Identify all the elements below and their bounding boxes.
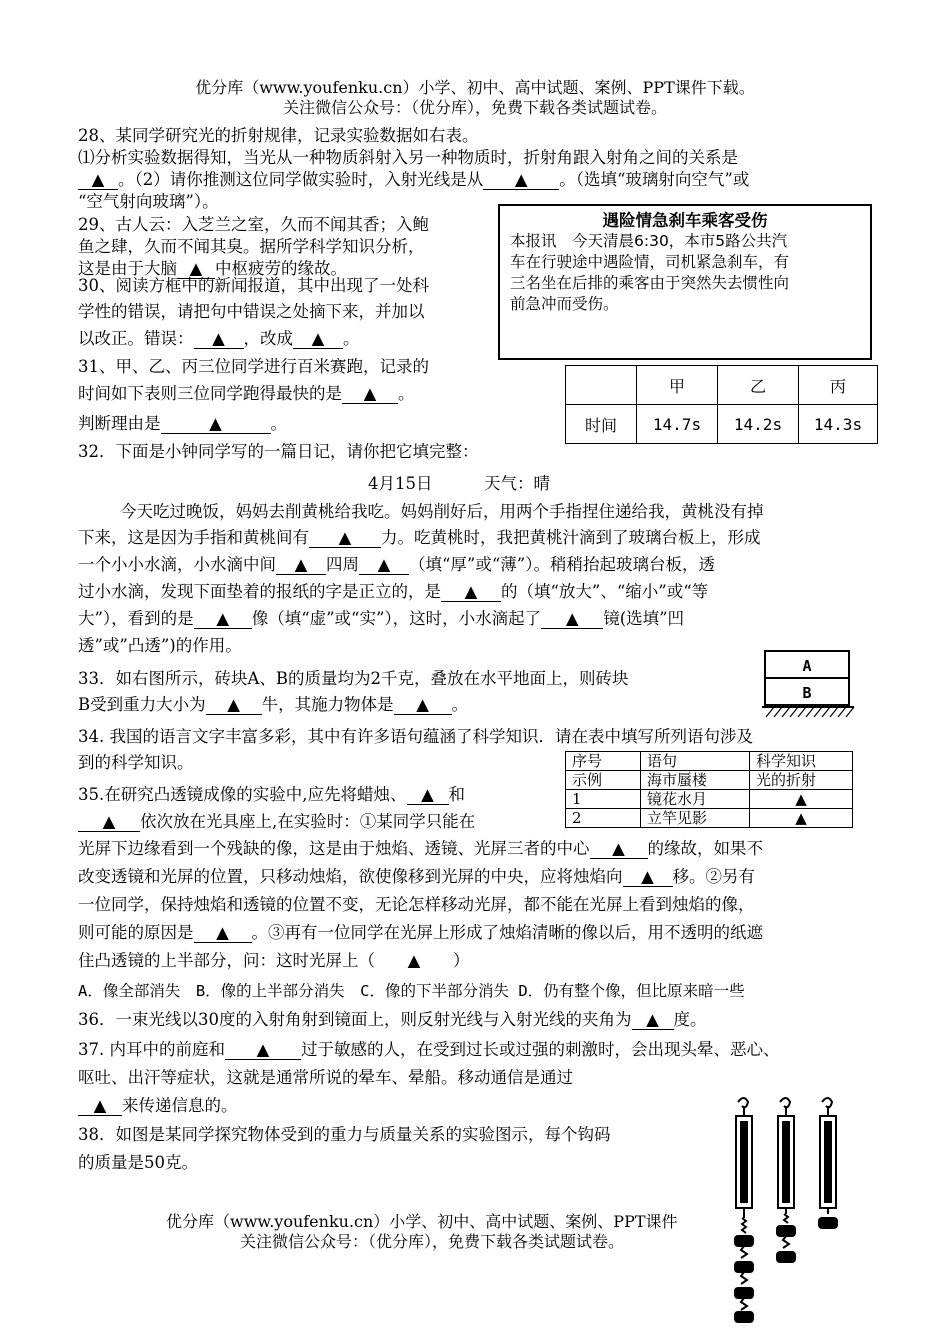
idiom-table (565, 751, 853, 828)
answer-blank[interactable]: ▲ (78, 1097, 122, 1116)
q33-line-1: 33．如右图所示，砖块A、B的质量均为2千克，叠放在水平地面上，则砖块 (78, 669, 629, 688)
table-header-cell: 乙 (718, 366, 799, 405)
answer-blank[interactable]: ▲ (276, 556, 326, 575)
answer-blank[interactable]: ▲ (194, 924, 252, 943)
q31-line-1: 31、甲、乙、丙三位同学进行百米赛跑，记录的 (78, 357, 429, 376)
answer-blank[interactable]: ▲ (632, 1011, 674, 1030)
answer-blank[interactable]: ▲ (623, 868, 673, 887)
news-box (498, 204, 872, 360)
q28-line-1: 28、某同学研究光的折射规律，记录实验数据如右表。 (78, 126, 479, 145)
table-header-cell: 甲 (637, 366, 718, 405)
news-title: 遇险情急刹车乘客受伤 (602, 211, 768, 230)
diary-para-line-2: 下来，这是因为手指和黄桃间有 ▲ 力。吃黄桃时，我把黄桃汁滴到了玻璃台板上，形成 (78, 528, 761, 547)
table-cell: 14.7s (637, 405, 718, 444)
q29-line-1: 29、古人云：入芝兰之室，久而不闻其香；入鲍 (78, 215, 429, 234)
answer-blank[interactable]: ▲ (177, 260, 215, 279)
table-cell: 示例 (566, 771, 641, 790)
q31-line-3: 判断理由是 ▲ 。 (78, 414, 287, 433)
answer-blank[interactable]: ▲ (309, 529, 381, 548)
answer-blank[interactable]: ▲ (483, 171, 559, 190)
q35-line-5: 一位同学，保持烛焰和透镜的位置不变，无论怎样移动光屏，都不能在光屏上看到烛焰的像， (78, 895, 755, 914)
answer-blank[interactable]: ▲ (78, 813, 140, 832)
table-row (566, 809, 853, 828)
answer-blank[interactable]: ▲ (407, 786, 449, 805)
answer-blank[interactable]: ▲ (394, 696, 452, 715)
ground-hatching (766, 707, 854, 717)
answer-choice-slot[interactable]: ▲ (407, 951, 421, 970)
table-cell: 14.3s (799, 405, 878, 444)
q37-line-1: 37. 内耳中的前庭和 ▲ 过于敏感的人，在受到过长或过强的刺激时，会出现头晕、恶心、 (78, 1040, 780, 1059)
q31-line-2: 时间如下表则三位同学跑得最快的是 ▲ 。 (78, 384, 415, 403)
table-row (566, 790, 853, 809)
answer-blank[interactable]: ▲ (194, 610, 252, 629)
q37-line-3: ▲ 来传递信息的。 (78, 1093, 238, 1119)
diary-para-line-3: 一个小小水滴，小水滴中间 ▲ 四周 ▲ （填“厚”或“薄”）。稍稍抬起玻璃台板，透 (78, 555, 715, 574)
brick-a-label: A (802, 657, 812, 675)
answer-blank[interactable]: ▲ (78, 171, 118, 190)
answer-blank[interactable]: ▲ (225, 1041, 301, 1060)
q38-line-1: 38．如图是某同学探究物体受到的重力与质量关系的实验图示，每个钩码 (78, 1125, 611, 1144)
diary-para-line-6: 透”或”凸透”)的作用。 (78, 636, 242, 655)
q36-line: 36．一束光线以30度的入射角射到镜面上，则反射光线与入射光线的夹角为 ▲ 度。 (78, 1010, 707, 1029)
answer-blank[interactable]: ▲ (342, 385, 398, 404)
diary-para-line-1: 今天吃过晚饭，妈妈去削黄桃给我吃。妈妈削好后，用两个手指捏住递给我，黄桃没有掉 (120, 502, 764, 521)
table-cell: 立竿见影 (641, 809, 750, 828)
hook-weight-2 (735, 1262, 753, 1272)
q35-line-1: 35.在研究凸透镜成像的实验中,应先将蜡烛、 ▲ 和 (78, 785, 465, 804)
answer-blank[interactable]: ▲ (194, 330, 244, 349)
table-row (566, 771, 853, 790)
hook-weight-3 (735, 1288, 753, 1298)
diary-para-line-4: 过小水滴，发现下面垫着的报纸的字是正立的，是 ▲ 的（填“放大”、“缩小”或“等 (78, 582, 709, 601)
news-line-3: 三名坐在后排的乘客由于突然失去惯性向 (510, 274, 790, 292)
table-header-cell (566, 366, 637, 405)
q35-line-4: 改变透镜和光屏的位置，只移动烛焰，欲使像移到光屏的中央，应将烛焰向 ▲ 移。②另有 (78, 867, 755, 886)
table-header-cell: 语句 (641, 752, 750, 771)
spring-scale-1 (735, 1098, 753, 1322)
table-cell: 1 (566, 790, 641, 809)
spring-scale-3 (819, 1098, 837, 1228)
q29-line-2: 鱼之肆，久而不闻其臭。据所学科学知识分析， (78, 237, 425, 256)
q30-line-2: 学性的错误，请把句中错误之处摘下来，并加以 (78, 302, 425, 321)
table-cell: 2 (566, 809, 641, 828)
q34-line-2: 到的科学知识。 (78, 753, 194, 772)
q29-line-3: 这是由于大脑 ▲ 中枢疲劳的缘故。 (78, 259, 347, 278)
table-header-cell: 序号 (566, 752, 641, 771)
q35-line-6: 则可能的原因是 ▲ 。③再有一位同学在光屏上形成了烛焰清晰的像以后，用不透明的纸遮 (78, 923, 763, 942)
q38-line-2: 的质量是50克。 (78, 1153, 198, 1172)
table-cell: 光的折射 (750, 771, 853, 790)
diary-weather: 天气：晴 (484, 474, 550, 493)
table-header-cell: 科学知识 (750, 752, 853, 771)
q32-line-1: 32．下面是小钟同学写的一篇日记，请你把它填完整： (78, 442, 479, 461)
table-row-label: 时间 (566, 405, 637, 444)
hook-weight-4 (735, 1312, 753, 1322)
table-cell: 海市蜃楼 (641, 771, 750, 790)
answer-blank[interactable]: ▲ (541, 610, 603, 629)
q30-line-1: 30、阅读方框中的新闻报道，其中出现了一处科 (78, 276, 429, 295)
answer-blank[interactable]: ▲ (359, 556, 409, 575)
brick-diagram (760, 650, 856, 720)
q35-line-3: 光屏下边缘看到一个残缺的像，这是由于烛焰、透镜、光屏三者的中心 ▲ 的缘故，如果不 (78, 839, 763, 858)
footer-line-1: 优分库（www.youfenku.cn）小学、初中、高中试题、案例、PPT课件 (166, 1212, 678, 1231)
brick-b-label: B (802, 684, 812, 702)
answer-cell[interactable]: ▲ (750, 790, 853, 809)
q28-line-3: ▲ 。（2）请你推测这位同学做实验时，入射光线是从 ▲ 。（选填“玻璃射向空气”或 (78, 169, 749, 191)
table-cell: 14.2s (718, 405, 799, 444)
answer-cell[interactable]: ▲ (750, 809, 853, 828)
answer-blank[interactable]: ▲ (590, 840, 648, 859)
footer-line-2: 关注微信公众号：（优分库），免费下载各类试题试卷。 (240, 1232, 625, 1251)
q33-line-2: B受到重力大小为 ▲ 牛，其施力物体是 ▲ 。 (78, 695, 469, 714)
table-header-cell: 丙 (799, 366, 878, 405)
q28-line-2: ⑴分析实验数据得知，当光从一种物质斜射入另一种物质时，折射角跟入射角之间的关系是 (78, 148, 738, 167)
q37-line-2: 呕吐、出汗等症状，这就是通常所说的晕车、晕船。移动通信是通过 (78, 1068, 573, 1087)
q35-line-2: ▲ 依次放在光具座上,在实验时：①某同学只能在 (78, 809, 475, 835)
header-line-1: 优分库（www.youfenku.cn）小学、初中、高中试题、案例、PPT课件下载。 (195, 78, 755, 97)
answer-blank[interactable]: ▲ (206, 696, 262, 715)
answer-blank[interactable]: ▲ (293, 330, 343, 349)
hook-weight-6 (777, 1252, 795, 1262)
race-time-table (565, 365, 878, 444)
news-line-4: 前急冲而受伤。 (510, 295, 619, 313)
q34-line-1: 34. 我国的语言文字丰富多彩，其中有许多语句蕴涵了科学知识．请在表中填写所列语句涉及 (78, 727, 753, 746)
diary-para-line-5: 大”），看到的是 ▲ 像（填“虚”或“实”），这时，小水滴起了 ▲ 镜(选填”凹 (78, 609, 685, 628)
answer-blank[interactable]: ▲ (161, 415, 271, 434)
table-cell: 镜花水月 (641, 790, 750, 809)
news-line-1: 本报讯 今天清晨6:30，本市5路公共汽 (510, 232, 788, 250)
news-line-2: 车在行驶途中遇险情，司机紧急刹车，有 (510, 253, 790, 271)
q28-line-4: “空气射向玻璃”）。 (78, 192, 219, 211)
q30-line-3: 以改正。错误： ▲ ，改成 ▲ 。 (78, 329, 360, 348)
diary-date: 4月15日 (368, 474, 433, 493)
q35-line-7: 住凸透镜的上半部分，问：这时光屏上（ ▲ ） (78, 948, 470, 974)
q35-options: A．像全部消失 B．像的上半部分消失 C．像的下半部分消失 D．仍有整个像，但比原来暗一些 (78, 982, 745, 1000)
answer-blank[interactable]: ▲ (441, 583, 501, 602)
header-line-2: 关注微信公众号：（优分库），免费下载各类试题试卷。 (282, 98, 667, 117)
